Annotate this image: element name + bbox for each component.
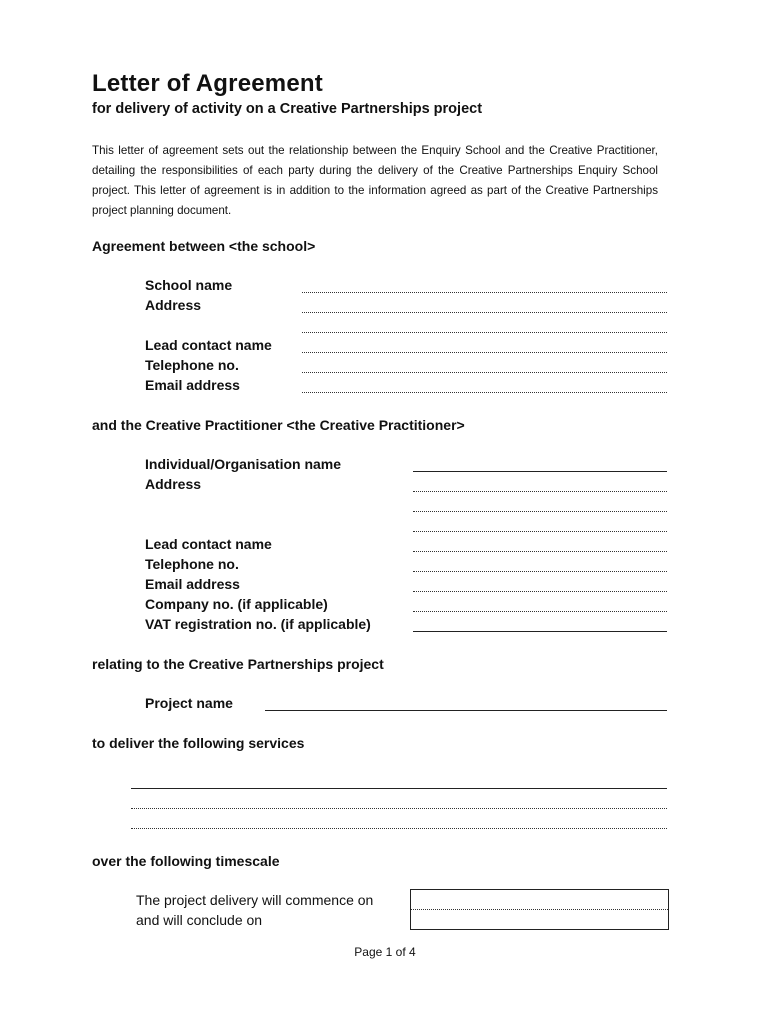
services-field-line-3[interactable] [131,828,667,829]
practitioner-org-name-field[interactable] [413,471,667,472]
school-email-label: Email address [145,377,240,393]
school-address-field-line-1[interactable] [302,312,667,313]
school-email-field[interactable] [302,392,667,393]
practitioner-address-field-line-1[interactable] [413,491,667,492]
school-name-label: School name [145,277,233,293]
practitioner-org-name-label: Individual/Organisation name [145,456,342,472]
practitioner-address-field-line-3[interactable] [413,531,667,532]
services-field-line-2[interactable] [131,808,667,809]
services-field-line-1[interactable] [131,788,667,789]
practitioner-address-label: Address [145,476,202,492]
dates-box [410,889,669,930]
practitioner-section-heading: and the Creative Practitioner <the Creative Practitioner> [92,417,465,433]
practitioner-address-field-line-2[interactable] [413,511,667,512]
school-address-label: Address [145,297,202,313]
practitioner-vat-no-field[interactable] [413,631,667,632]
practitioner-lead-contact-field[interactable] [413,551,667,552]
practitioner-vat-no-label: VAT registration no. (if applicable) [145,616,371,632]
commence-date-field[interactable] [411,890,668,909]
school-address-field-line-2[interactable] [302,332,667,333]
practitioner-telephone-field[interactable] [413,571,667,572]
intro-paragraph: This letter of agreement sets out the relationship between the Enquiry School and the Creative Practitioner, detailing the responsibilities of each party during the delivery of the Creative Partnerships Enquiry School project. This letter of agreement is in addition to the information agreed as part of the Creative Partnerships project planning document. [92,144,658,217]
practitioner-company-no-label: Company no. (if applicable) [145,596,328,612]
school-telephone-label: Telephone no. [145,357,239,373]
project-name-label: Project name [145,695,233,711]
practitioner-company-no-field[interactable] [413,611,667,612]
services-section-heading: to deliver the following services [92,735,305,751]
project-name-field[interactable] [265,710,667,711]
school-lead-contact-label: Lead contact name [145,337,272,353]
school-lead-contact-field[interactable] [302,352,667,353]
practitioner-email-label: Email address [145,576,240,592]
practitioner-lead-contact-label: Lead contact name [145,536,272,552]
document-subtitle: for delivery of activity on a Creative Partnerships project [92,101,483,117]
practitioner-email-field[interactable] [413,591,667,592]
project-section-heading: relating to the Creative Partnerships project [92,656,384,672]
school-section-heading: Agreement between <the school> [92,238,316,254]
practitioner-telephone-label: Telephone no. [145,556,239,572]
school-name-field[interactable] [302,292,667,293]
school-telephone-field[interactable] [302,372,667,373]
commence-label: The project delivery will commence on [136,892,374,908]
page-number: Page 1 of 4 [354,945,416,959]
conclude-date-field[interactable] [411,910,668,929]
document-title: Letter of Agreement [92,70,323,97]
timescale-section-heading: over the following timescale [92,853,280,869]
conclude-label: and will conclude on [136,912,263,928]
